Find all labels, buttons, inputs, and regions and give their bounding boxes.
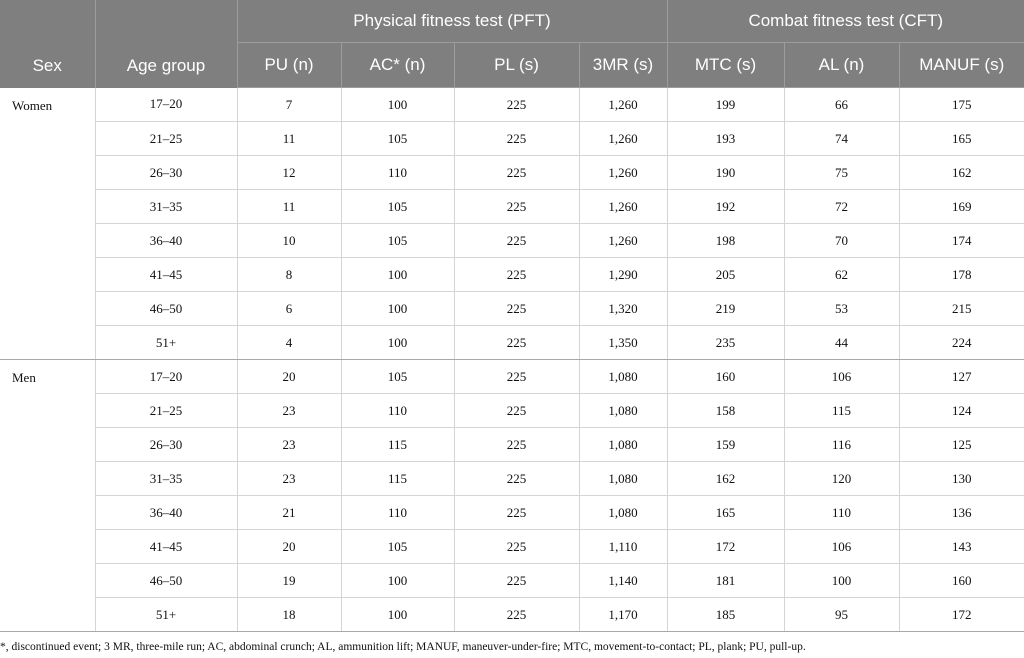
cell-mtc: 190: [667, 156, 784, 190]
cell-age-group: 46–50: [95, 292, 237, 326]
cell-pu: 19: [237, 564, 341, 598]
cell-mtc: 165: [667, 496, 784, 530]
group-header-row: [0, 0, 1024, 43]
cell-mtc: 185: [667, 598, 784, 632]
col-header-al: AL (n): [784, 43, 899, 88]
cell-al: 106: [784, 360, 899, 394]
cell-al: 110: [784, 496, 899, 530]
cell-mtc: 235: [667, 326, 784, 360]
cell-ac: 110: [341, 156, 454, 190]
cell-ac: 100: [341, 258, 454, 292]
col-header-manuf: MANUF (s): [899, 43, 1024, 88]
cell-pu: 4: [237, 326, 341, 360]
cell-3mr: 1,170: [579, 598, 667, 632]
cell-manuf: 160: [899, 564, 1024, 598]
cell-pu: 20: [237, 360, 341, 394]
cell-pu: 11: [237, 122, 341, 156]
cell-manuf: 224: [899, 326, 1024, 360]
table-body: [0, 88, 1024, 632]
col-header-pl: PL (s): [454, 43, 579, 88]
cell-manuf: 143: [899, 530, 1024, 564]
cell-age-group: 26–30: [95, 428, 237, 462]
col-header-ac: AC* (n): [341, 43, 454, 88]
cell-manuf: 124: [899, 394, 1024, 428]
cell-al: 75: [784, 156, 899, 190]
cell-age-group: 21–25: [95, 122, 237, 156]
cell-al: 70: [784, 224, 899, 258]
cell-pu: 8: [237, 258, 341, 292]
cell-3mr: 1,080: [579, 394, 667, 428]
table-row: [0, 88, 1024, 122]
table-row: [0, 496, 1024, 530]
cell-al: 120: [784, 462, 899, 496]
cell-age-group: 36–40: [95, 224, 237, 258]
cell-age-group: 31–35: [95, 190, 237, 224]
cell-age-group: 51+: [95, 326, 237, 360]
cell-al: 44: [784, 326, 899, 360]
cell-manuf: 175: [899, 88, 1024, 122]
cell-age-group: 26–30: [95, 156, 237, 190]
cell-al: 115: [784, 394, 899, 428]
col-header-sex: Sex: [0, 0, 95, 88]
cell-al: 95: [784, 598, 899, 632]
cell-ac: 105: [341, 360, 454, 394]
table-row: [0, 224, 1024, 258]
cell-ac: 100: [341, 88, 454, 122]
cell-3mr: 1,290: [579, 258, 667, 292]
cell-pu: 10: [237, 224, 341, 258]
cell-pu: 7: [237, 88, 341, 122]
table-row: [0, 462, 1024, 496]
cell-ac: 105: [341, 190, 454, 224]
cell-pl: 225: [454, 428, 579, 462]
cell-al: 62: [784, 258, 899, 292]
table-row: [0, 122, 1024, 156]
cell-mtc: 159: [667, 428, 784, 462]
cell-mtc: 198: [667, 224, 784, 258]
cell-pl: 225: [454, 88, 579, 122]
cell-pu: 18: [237, 598, 341, 632]
cell-pl: 225: [454, 258, 579, 292]
cell-ac: 115: [341, 428, 454, 462]
cell-3mr: 1,320: [579, 292, 667, 326]
cell-manuf: 127: [899, 360, 1024, 394]
table-row: [0, 326, 1024, 360]
cell-3mr: 1,140: [579, 564, 667, 598]
cell-3mr: 1,260: [579, 224, 667, 258]
table-row: [0, 190, 1024, 224]
cell-ac: 105: [341, 122, 454, 156]
cell-manuf: 174: [899, 224, 1024, 258]
cell-3mr: 1,110: [579, 530, 667, 564]
cell-age-group: 41–45: [95, 530, 237, 564]
cell-age-group: 31–35: [95, 462, 237, 496]
cell-ac: 105: [341, 224, 454, 258]
cell-pu: 6: [237, 292, 341, 326]
cell-manuf: 178: [899, 258, 1024, 292]
cell-pl: 225: [454, 394, 579, 428]
cell-manuf: 125: [899, 428, 1024, 462]
cell-manuf: 172: [899, 598, 1024, 632]
cell-pl: 225: [454, 598, 579, 632]
cell-pu: 12: [237, 156, 341, 190]
cell-pl: 225: [454, 564, 579, 598]
cell-age-group: 17–20: [95, 88, 237, 122]
cell-manuf: 215: [899, 292, 1024, 326]
cell-al: 53: [784, 292, 899, 326]
cell-pu: 23: [237, 462, 341, 496]
cell-pu: 23: [237, 428, 341, 462]
group-header-cft: Combat fitness test (CFT): [667, 0, 1024, 43]
cell-manuf: 169: [899, 190, 1024, 224]
col-header-mtc: MTC (s): [667, 43, 784, 88]
cell-age-group: 41–45: [95, 258, 237, 292]
cell-mtc: 193: [667, 122, 784, 156]
table-row: [0, 428, 1024, 462]
cell-mtc: 192: [667, 190, 784, 224]
table-row: [0, 394, 1024, 428]
cell-pu: 20: [237, 530, 341, 564]
table-header: [0, 0, 1024, 88]
table-row: [0, 258, 1024, 292]
cell-sex: Women: [0, 88, 95, 360]
table-row: [0, 156, 1024, 190]
cell-al: 106: [784, 530, 899, 564]
cell-ac: 100: [341, 598, 454, 632]
cell-pl: 225: [454, 224, 579, 258]
cell-pu: 11: [237, 190, 341, 224]
table-row: [0, 530, 1024, 564]
cell-al: 116: [784, 428, 899, 462]
cell-age-group: 17–20: [95, 360, 237, 394]
cell-mtc: 199: [667, 88, 784, 122]
cell-age-group: 36–40: [95, 496, 237, 530]
cell-3mr: 1,260: [579, 122, 667, 156]
cell-mtc: 219: [667, 292, 784, 326]
cell-al: 74: [784, 122, 899, 156]
cell-pl: 225: [454, 530, 579, 564]
cell-pl: 225: [454, 360, 579, 394]
cell-sex: Men: [0, 360, 95, 632]
cell-ac: 100: [341, 564, 454, 598]
cell-pl: 225: [454, 156, 579, 190]
cell-pl: 225: [454, 496, 579, 530]
table-row: [0, 360, 1024, 394]
table-row: [0, 564, 1024, 598]
cell-ac: 105: [341, 530, 454, 564]
table-row: [0, 598, 1024, 632]
cell-ac: 110: [341, 394, 454, 428]
cell-ac: 100: [341, 292, 454, 326]
cell-al: 66: [784, 88, 899, 122]
cell-pu: 23: [237, 394, 341, 428]
cell-manuf: 165: [899, 122, 1024, 156]
cell-mtc: 205: [667, 258, 784, 292]
cell-pl: 225: [454, 122, 579, 156]
cell-pu: 21: [237, 496, 341, 530]
cell-3mr: 1,080: [579, 462, 667, 496]
cell-3mr: 1,080: [579, 428, 667, 462]
cell-manuf: 130: [899, 462, 1024, 496]
cell-pl: 225: [454, 190, 579, 224]
cell-age-group: 21–25: [95, 394, 237, 428]
cell-age-group: 51+: [95, 598, 237, 632]
col-header-3mr: 3MR (s): [579, 43, 667, 88]
cell-pl: 225: [454, 462, 579, 496]
cell-manuf: 162: [899, 156, 1024, 190]
cell-mtc: 172: [667, 530, 784, 564]
cell-mtc: 158: [667, 394, 784, 428]
cell-3mr: 1,260: [579, 190, 667, 224]
cell-3mr: 1,080: [579, 360, 667, 394]
table-row: [0, 292, 1024, 326]
cell-ac: 115: [341, 462, 454, 496]
cell-manuf: 136: [899, 496, 1024, 530]
cell-3mr: 1,260: [579, 156, 667, 190]
col-header-pu: PU (n): [237, 43, 341, 88]
cell-3mr: 1,260: [579, 88, 667, 122]
group-header-pft: Physical fitness test (PFT): [237, 0, 667, 43]
cell-al: 72: [784, 190, 899, 224]
cell-3mr: 1,080: [579, 496, 667, 530]
cell-mtc: 181: [667, 564, 784, 598]
cell-mtc: 160: [667, 360, 784, 394]
cell-pl: 225: [454, 292, 579, 326]
cell-al: 100: [784, 564, 899, 598]
cell-age-group: 46–50: [95, 564, 237, 598]
cell-3mr: 1,350: [579, 326, 667, 360]
col-header-age-group: Age group: [95, 0, 237, 88]
cell-pl: 225: [454, 326, 579, 360]
cell-ac: 110: [341, 496, 454, 530]
table-footnote: *, discontinued event; 3 MR, three-mile run; AC, abdominal crunch; AL, ammunition lift; MANUF, maneuver-under-fire; MTC, movement-to-contact; PL, plank; PU, pull-up.: [0, 641, 806, 653]
cell-mtc: 162: [667, 462, 784, 496]
cell-ac: 100: [341, 326, 454, 360]
